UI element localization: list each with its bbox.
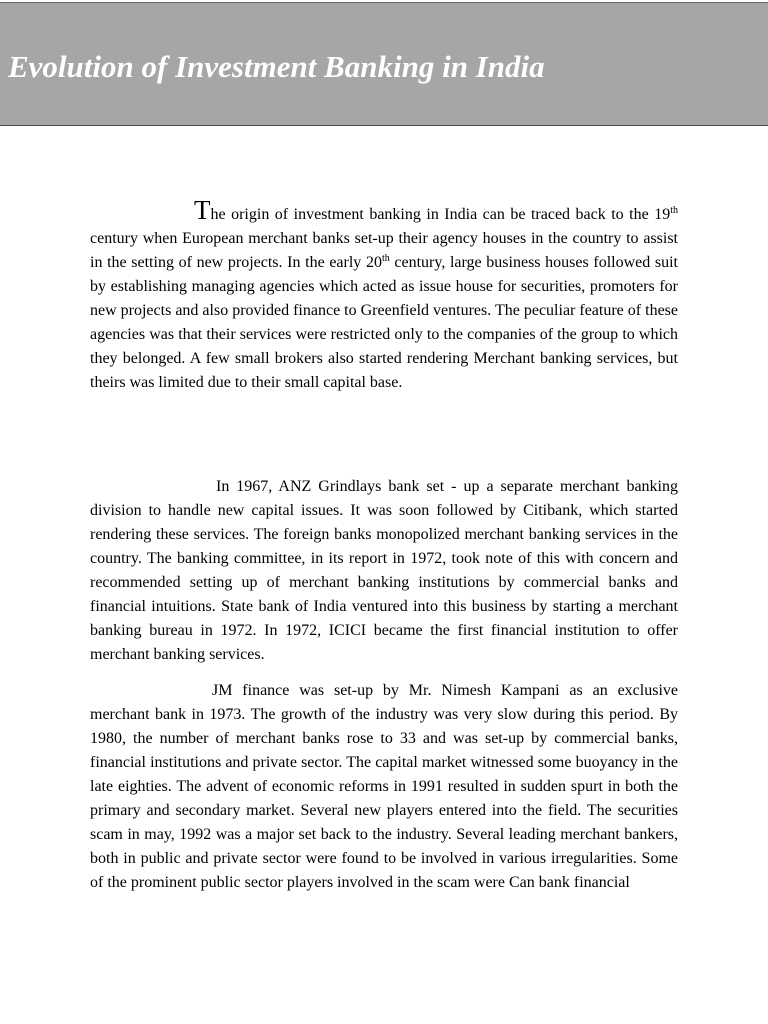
- superscript-th-1: th: [670, 205, 678, 216]
- title-band: [0, 2, 768, 126]
- paragraph-origin: [90, 195, 679, 395]
- drop-cap: T: [194, 195, 211, 225]
- paragraph-jm-finance: [90, 679, 678, 895]
- paragraph-origin-part-1: he origin of investment banking in India can be traced back to the 19: [210, 206, 671, 223]
- paragraph-origin-part-3: century, large business houses followed suit by establishing managing agencies which acted as issue house for securities, promoters for new projects and also provided finance to Greenfield ventures. The peculiar feature of these agencies was that their services were restricted only to the companies of the group to which they belonged. A few small brokers also started rendering Merchant banking services, but theirs was limited due to their small capital base.: [90, 254, 679, 391]
- paragraph-origin-part-2: century when European merchant banks set-up their agency houses in the country to assist in the setting of new projects. In the early 20: [90, 230, 678, 271]
- page-title: Evolution of Investment Banking in India: [8, 49, 545, 84]
- paragraph-1967: [90, 475, 678, 667]
- paragraph-1967-text: In 1967, ANZ Grindlays bank set - up a separate merchant banking division to handle new capital issues. It was soon followed by Citibank, which started rendering these services. The foreign banks monopolized merchant banking services in the country. The banking committee, in its report in 1972, took note of this with concern and recommended setting up of merchant banking institutions by commercial banks and financial intuitions. State bank of India ventured into this business by starting a merchant banking bureau in 1972. In 1972, ICICI became the first financial institution to offer merchant banking services.: [90, 478, 678, 663]
- superscript-th-2: th: [381, 253, 390, 264]
- paragraph-jm-finance-text: JM finance was set-up by Mr. Nimesh Kampani as an exclusive merchant bank in 1973. The growth of the industry was very slow during this period. By 1980, the number of merchant banks rose to 33 and was set-up by commercial banks, financial institutions and private sector. The capital market witnessed some buoyancy in the late eighties. The advent of economic reforms in 1991 resulted in sudden spurt in both the primary and secondary market. Several new players entered into the field. The securities scam in may, 1992 was a major set back to the industry. Several leading merchant bankers, both in public and private sector were found to be involved in various irregularities. Some of the prominent public sector players involved in the scam were Can bank financial: [90, 682, 678, 891]
